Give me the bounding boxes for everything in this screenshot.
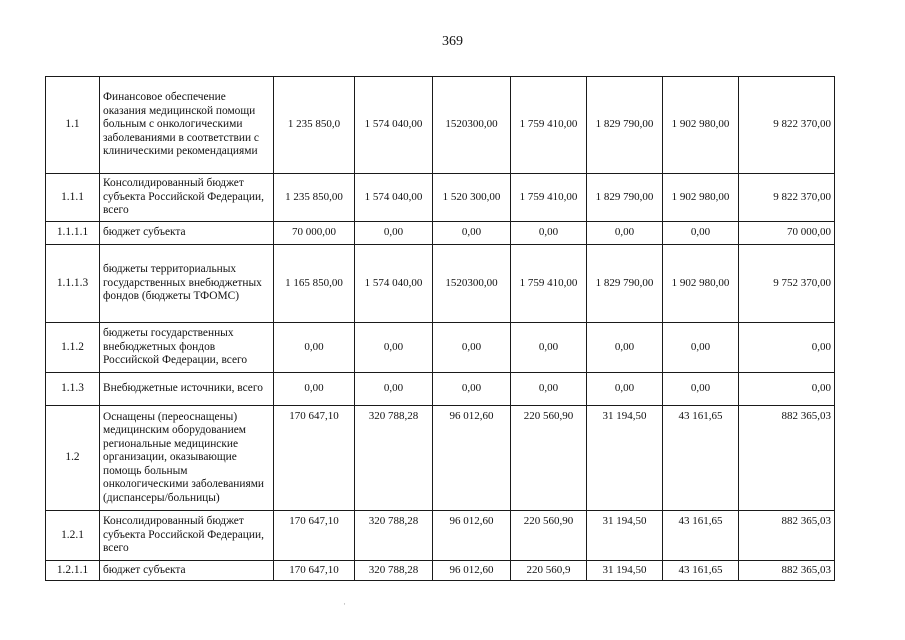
year-value-cell: 0,00 <box>433 222 511 245</box>
year-value-cell: 1 574 040,00 <box>355 174 433 222</box>
row-description: Оснащены (переоснащены) медицинским оборудованием региональные медицинские организации, оказывающие помощь больным онкологическими заболеваниями (диспансеры/больницы) <box>100 406 274 511</box>
row-code: 1.1.1 <box>46 174 100 222</box>
year-value-cell: 0,00 <box>355 222 433 245</box>
year-value-cell: 1 902 980,00 <box>663 174 739 222</box>
year-value-cell: 220 560,90 <box>511 406 587 511</box>
year-value-cell: 0,00 <box>511 323 587 373</box>
year-value-cell: 43 161,65 <box>663 406 739 511</box>
year-value-cell: 0,00 <box>274 373 355 406</box>
year-value-cell: 43 161,65 <box>663 511 739 561</box>
table-row <box>46 511 835 561</box>
year-value-cell: 1 235 850,0 <box>274 77 355 174</box>
row-description: Внебюджетные источники, всего <box>100 373 274 406</box>
year-value-cell: 0,00 <box>587 222 663 245</box>
year-value-cell: 0,00 <box>663 222 739 245</box>
year-value-cell: 220 560,9 <box>511 561 587 581</box>
year-value-cell: 0,00 <box>274 323 355 373</box>
row-description: бюджеты территориальных государственных внебюджетных фондов (бюджеты ТФОМС) <box>100 245 274 323</box>
year-value-cell: 1 829 790,00 <box>587 174 663 222</box>
year-value-cell: 43 161,65 <box>663 561 739 581</box>
year-value-cell: 96 012,60 <box>433 406 511 511</box>
year-value-cell: 70 000,00 <box>274 222 355 245</box>
year-value-cell: 170 647,10 <box>274 511 355 561</box>
year-value-cell: 96 012,60 <box>433 511 511 561</box>
scan-artifact: · <box>343 599 346 609</box>
year-value-cell: 1 235 850,00 <box>274 174 355 222</box>
table-row <box>46 373 835 406</box>
year-value-cell: 0,00 <box>587 373 663 406</box>
year-value-cell: 320 788,28 <box>355 406 433 511</box>
year-value-cell: 320 788,28 <box>355 511 433 561</box>
total-value-cell: 70 000,00 <box>739 222 835 245</box>
row-code: 1.2 <box>46 406 100 511</box>
year-value-cell: 96 012,60 <box>433 561 511 581</box>
row-description: бюджет субъекта <box>100 561 274 581</box>
year-value-cell: 1 520 300,00 <box>433 174 511 222</box>
total-value-cell: 9 822 370,00 <box>739 77 835 174</box>
row-code: 1.1.1.3 <box>46 245 100 323</box>
row-code: 1.1.1.1 <box>46 222 100 245</box>
year-value-cell: 31 194,50 <box>587 561 663 581</box>
year-value-cell: 31 194,50 <box>587 511 663 561</box>
total-value-cell: 882 365,03 <box>739 561 835 581</box>
table-row <box>46 323 835 373</box>
budget-table <box>45 76 835 581</box>
year-value-cell: 0,00 <box>663 323 739 373</box>
row-code: 1.2.1 <box>46 511 100 561</box>
row-code: 1.2.1.1 <box>46 561 100 581</box>
year-value-cell: 0,00 <box>663 373 739 406</box>
year-value-cell: 0,00 <box>511 222 587 245</box>
page-number: 369 <box>442 34 463 49</box>
year-value-cell: 1 574 040,00 <box>355 245 433 323</box>
year-value-cell: 1 759 410,00 <box>511 174 587 222</box>
table-row <box>46 174 835 222</box>
year-value-cell: 170 647,10 <box>274 406 355 511</box>
year-value-cell: 1520300,00 <box>433 245 511 323</box>
row-code: 1.1 <box>46 77 100 174</box>
year-value-cell: 0,00 <box>433 373 511 406</box>
row-description: бюджет субъекта <box>100 222 274 245</box>
year-value-cell: 1 759 410,00 <box>511 77 587 174</box>
total-value-cell: 0,00 <box>739 323 835 373</box>
year-value-cell: 1520300,00 <box>433 77 511 174</box>
table-row <box>46 222 835 245</box>
year-value-cell: 220 560,90 <box>511 511 587 561</box>
year-value-cell: 1 902 980,00 <box>663 77 739 174</box>
year-value-cell: 1 759 410,00 <box>511 245 587 323</box>
table-row <box>46 561 835 581</box>
table-row <box>46 406 835 511</box>
year-value-cell: 0,00 <box>355 373 433 406</box>
year-value-cell: 31 194,50 <box>587 406 663 511</box>
year-value-cell: 1 165 850,00 <box>274 245 355 323</box>
total-value-cell: 9 822 370,00 <box>739 174 835 222</box>
year-value-cell: 1 902 980,00 <box>663 245 739 323</box>
year-value-cell: 320 788,28 <box>355 561 433 581</box>
year-value-cell: 0,00 <box>355 323 433 373</box>
total-value-cell: 9 752 370,00 <box>739 245 835 323</box>
year-value-cell: 0,00 <box>511 373 587 406</box>
row-code: 1.1.3 <box>46 373 100 406</box>
year-value-cell: 0,00 <box>587 323 663 373</box>
year-value-cell: 1 829 790,00 <box>587 245 663 323</box>
total-value-cell: 882 365,03 <box>739 511 835 561</box>
row-description: бюджеты государственных внебюджетных фондов Российской Федерации, всего <box>100 323 274 373</box>
year-value-cell: 0,00 <box>433 323 511 373</box>
row-description: Консолидированный бюджет субъекта Российской Федерации, всего <box>100 511 274 561</box>
row-description: Финансовое обеспечение оказания медицинской помощи больным с онкологическими заболеваниями в соответствии с клиническими рекомендациями <box>100 77 274 174</box>
row-code: 1.1.2 <box>46 323 100 373</box>
year-value-cell: 170 647,10 <box>274 561 355 581</box>
row-description: Консолидированный бюджет субъекта Российской Федерации, всего <box>100 174 274 222</box>
total-value-cell: 0,00 <box>739 373 835 406</box>
table-row <box>46 77 835 174</box>
table-row <box>46 245 835 323</box>
year-value-cell: 1 574 040,00 <box>355 77 433 174</box>
total-value-cell: 882 365,03 <box>739 406 835 511</box>
year-value-cell: 1 829 790,00 <box>587 77 663 174</box>
